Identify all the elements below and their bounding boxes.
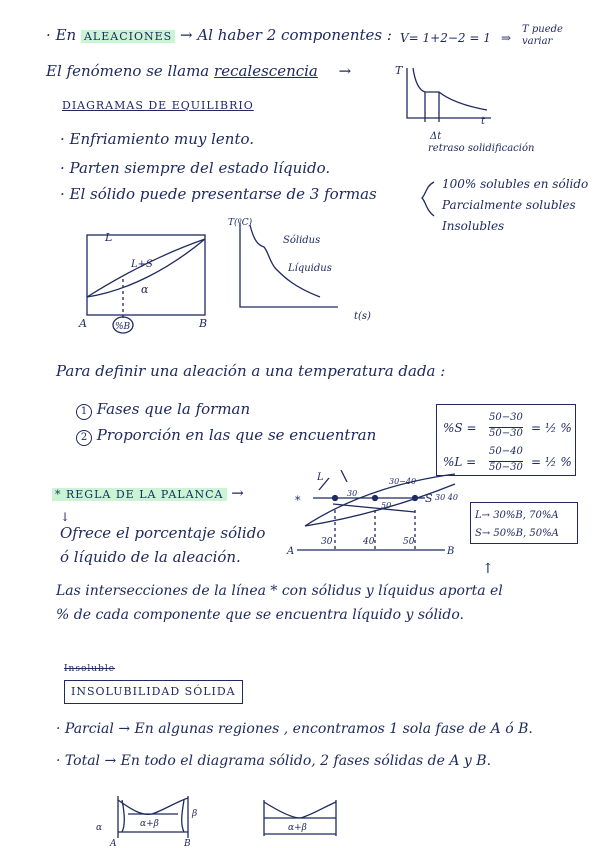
calc-s-den: 50−30 [489,428,523,439]
implies-icon: ⇒ [501,31,512,45]
label-L-S: L+S [131,259,153,270]
lever-desc-1: Ofrece el porcentaje sólido [60,524,266,542]
calc-l-res: = ½ % [531,455,572,469]
cooling-curve [413,68,487,110]
cooling-axes [407,68,491,118]
fig-axis-30: 30 [321,537,333,547]
item-fases: 1 Fases que la forman [76,400,250,420]
up-arrow-icon: ↑ [482,561,494,577]
formula-variance: V= 1+2−2 = 1 [400,31,491,45]
composition-box [470,502,578,544]
fig-axis-B: B [447,546,455,557]
cooling-curve-diagram [395,60,495,130]
bullet-solido: · El sólido puede presentarse de 3 formas [60,185,377,203]
line-total: · Total → En todo el diagrama sólido, 2 fases sólidas de A y B. [56,753,492,769]
heading-insolubilidad: INSOLUBILIDAD SÓLIDA [64,680,243,704]
td-curve [264,802,336,818]
total-insolubility-diagram [258,796,348,842]
caption-retraso: retraso solidificación [428,143,535,154]
label-xb: %B [115,322,131,332]
calc-l-num: 50−40 [489,443,523,462]
note-t-varia: T puede variar [522,24,563,47]
pd-curve [118,798,188,814]
term-recalescencia: recalescencia [214,62,318,80]
form-insolubles: Insolubles [442,219,505,233]
fig-point-alloy [373,496,378,501]
arrow-icon: → [179,26,193,44]
lever-desc-2: ó líquido de la aleación. [60,548,241,566]
intersect-line-2: % de cada componente que se encuentra líquido y sólido. [56,607,464,623]
composition-l: L→ 30%B, 70%A [475,510,559,521]
highlight-regla-palanca: * REGLA DE LA PALANCA [52,488,227,501]
solidus-liquidus-diagram [228,215,378,320]
calc-s-lhs: %S = [443,421,477,435]
td-label-ab: α+β [288,823,307,833]
fig-label-30-40: 30 40 [435,493,458,502]
axis-x-label: t [481,116,486,127]
number-2-icon: 2 [76,430,92,446]
axis-t-label: T [395,64,403,77]
bullet-parten: · Parten siempre del estado líquido. [60,159,331,177]
phase-diagram-frame [87,235,205,315]
line-aleaciones: · En ALEACIONES → Al haber 2 componentes : [46,26,392,44]
calc-s-num: 50−30 [489,409,523,428]
fig-label-30: 30 [347,489,358,498]
fig-arrow-top [341,470,347,482]
pd-label-beta: β [192,809,198,819]
heading-diagramas-equilibrio: DIAGRAMAS DE EQUILIBRIO [62,99,254,112]
brace-icon [412,180,442,220]
partial-insolubility-diagram [92,790,212,846]
intersect-line-1: Las intersecciones de la línea * con sólidus y líquidus aporta el [56,583,503,599]
arrow-icon: → [338,62,352,80]
pd-label-alpha: α [96,823,103,833]
form-solubles: 100% solubles en sólido [442,177,589,191]
item-proporcion: 2 Proporción en las que se encuentran [76,426,376,446]
label-alpha: α [141,283,149,296]
line-parcial: · Parcial → En algunas regiones , encontramos 1 sola fase de A ó B. [56,721,533,737]
lever-rule-diagram [285,470,495,560]
label-B: B [199,317,208,330]
calc-l-den: 50−30 [489,462,523,473]
caption-delta-t: Δt [430,131,442,142]
fig-label-50: 50 [381,501,392,510]
calc-l-lhs: %L = [443,455,477,469]
fig-axis-50: 50 [403,537,415,547]
pd-label-ab: α+β [140,819,159,829]
phase-diagram-lens [75,225,215,335]
heading-regla-palanca [52,484,244,504]
number-1-icon: 1 [76,404,92,420]
label-A: A [79,317,87,330]
pd-beta-solvus [182,800,184,832]
fig-axis-A: A [287,546,295,557]
pd-label-A: A [110,839,117,848]
calc-box [436,404,576,476]
struck-word: Insoluble [64,664,116,674]
label-liquidus: Líquidus [288,263,332,274]
highlight-aleaciones: ALEACIONES [81,30,175,43]
label-solidus: Sólidus [283,235,321,246]
composition-s: S→ 50%B, 50%A [475,528,559,539]
fig-star: * [295,494,301,507]
axis-time-label: t(s) [354,311,371,322]
fig-point-s [413,496,418,501]
pd-label-B: B [184,839,191,848]
line-recalescencia: El fenómeno se llama recalescencia → [46,62,352,80]
fig-point-l [333,496,338,501]
calc-s-res: = ½ % [531,421,572,435]
fig-axis-40: 40 [363,537,375,547]
label-L: L [105,231,113,244]
line-definir-aleacion: Para definir una aleación a una temperatura dada : [56,362,446,380]
arrow-icon: → [231,484,244,502]
form-parcial: Parcialmente solubles [442,198,576,212]
down-arrow-icon: ↓ [60,510,71,524]
fig-label-L: L [317,472,324,483]
fig-label-range: 30−40 [389,477,417,486]
bullet-enfriamiento: · Enfriamiento muy lento. [60,130,255,148]
fig-label-S: S [425,492,433,505]
axis-temp-label: T(ºC) [228,218,253,228]
